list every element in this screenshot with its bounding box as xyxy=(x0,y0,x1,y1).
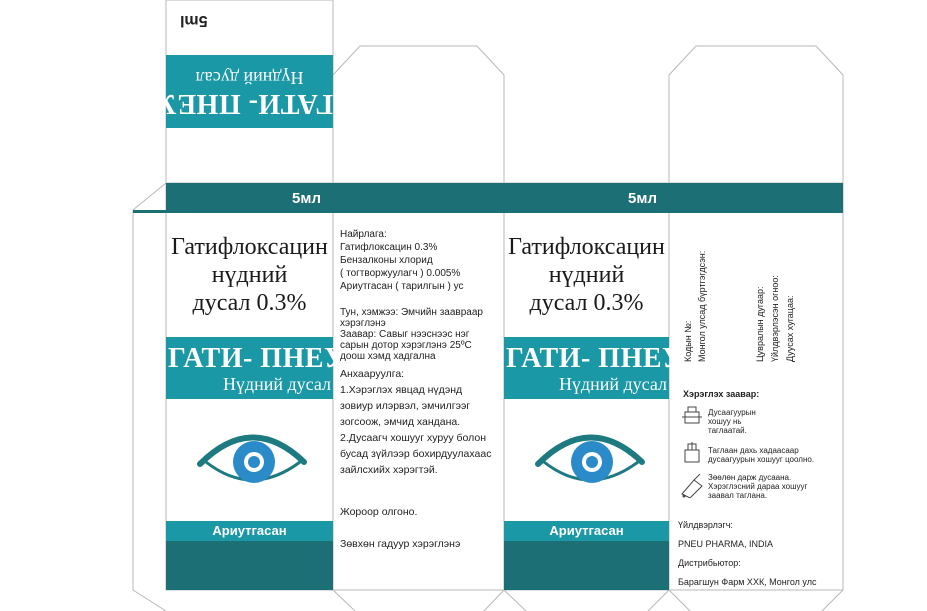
warning-heading: Анхааруулга: xyxy=(340,368,405,380)
front-brand-subtitle: Нүдний дусал xyxy=(222,374,331,394)
back-bottom-band xyxy=(504,541,669,590)
external-use-text: Зөвхөн гадуур хэрэглэнэ xyxy=(340,538,461,550)
bottle-cap-icon xyxy=(680,405,706,425)
front-brand-name: ГАТИ- ПНЕУ xyxy=(168,343,346,374)
composition-line: Бензалконы хлорид xyxy=(340,255,433,266)
warning-2: 2.Дусаагч хошууг хуруу болон бусад зүйлээр бохирдуулахаас зайлсхийх хэрэгтэй. xyxy=(340,432,492,476)
composition-heading: Найрлага: xyxy=(340,229,387,240)
top-flap xyxy=(155,0,333,183)
howto-heading: Хэрэглэх заавар: xyxy=(683,389,760,399)
expiry-label: Дуусах хугацаа: xyxy=(785,295,795,362)
top-flap-volume: 5ml xyxy=(180,12,208,29)
composition-line: Гатифлоксацин 0.3% xyxy=(340,242,438,253)
back-eye-icon xyxy=(534,426,646,496)
batch-label: Цувралын дугаар: xyxy=(755,286,765,362)
front-product-title: Гатифлоксацин нүдний дусал 0.3% xyxy=(171,234,328,316)
bottle-pierce-icon xyxy=(680,442,706,464)
front-sterile-label: Ариутгасан xyxy=(166,521,333,541)
back-brand-subtitle: Нүдний дусал xyxy=(558,374,667,394)
maker-name: PNEU PHARMA, INDIA xyxy=(678,539,774,549)
howto-step-1: Дусаагуурын хошуу нь таглаатай. xyxy=(708,408,756,435)
composition-block xyxy=(340,228,500,293)
warning-1: 1.Хэрэглэх явцад нүдэнд зовиур илэрвэл, эмчилгээг зогсоож, эмчид хандана. xyxy=(340,384,471,428)
dose-text: Тун, хэмжээ: Эмчийн заавраар хэрэглэнэ xyxy=(340,307,483,329)
maker-label: Үйлдвэрлэгч: xyxy=(678,520,733,530)
composition-line: ( тогтворжуулагч ) 0.005% xyxy=(340,268,461,279)
warning-block xyxy=(340,366,498,478)
bottle-drop-icon xyxy=(678,474,708,498)
manufacturer-block xyxy=(678,516,840,592)
howto-step-2: Таглаан дахь хадаасаар дусаагуурын хошууг цоолно. xyxy=(708,446,815,464)
manufactured-label: Үйлдвэрлэсэн огноо: xyxy=(770,275,780,362)
back-volume-label: 5мл xyxy=(628,189,657,207)
back-brand xyxy=(506,343,684,394)
front-eye-icon xyxy=(196,426,308,496)
top-flap-brand-subtitle: Нүдний дусал xyxy=(195,68,304,88)
glue-flap-band xyxy=(133,210,166,213)
back-brand-name: ГАТИ- ПНЕУ xyxy=(506,343,684,374)
top-flap-brand-name: ГАТИ- ПНЕУ xyxy=(155,88,333,119)
back-product-title: Гатифлоксацин нүдний дусал 0.3% xyxy=(508,234,665,316)
front-bottom-band xyxy=(166,541,333,590)
composition-line: Ариутгасан ( тарилгын ) ус xyxy=(340,281,464,292)
distributor-name: Барагшун Фарм ХХК, Монгол улс xyxy=(678,577,817,587)
code-label: Кодын №: xyxy=(683,320,693,362)
back-sterile-label: Ариутгасан xyxy=(504,521,669,541)
distributor-label: Дистрибьютор: xyxy=(678,558,741,568)
howto-step-3: Зөөлөн дарж дусаана. Хэрэглэсний дараа хошууг заавал таглана. xyxy=(708,473,808,500)
top-flap-brand-band xyxy=(155,55,333,128)
front-brand xyxy=(168,343,346,394)
prescription-text: Жороор олгоно. xyxy=(340,506,418,518)
storage-text: Заавар: Савыг нээснээс нэг сарын дотор хэрэглэнэ 25ºC доош хэмд хадгална xyxy=(340,329,472,362)
registered-label: Монгол улсад бүртгэгдсэн: xyxy=(697,250,707,362)
front-volume-label: 5мл xyxy=(292,189,321,207)
